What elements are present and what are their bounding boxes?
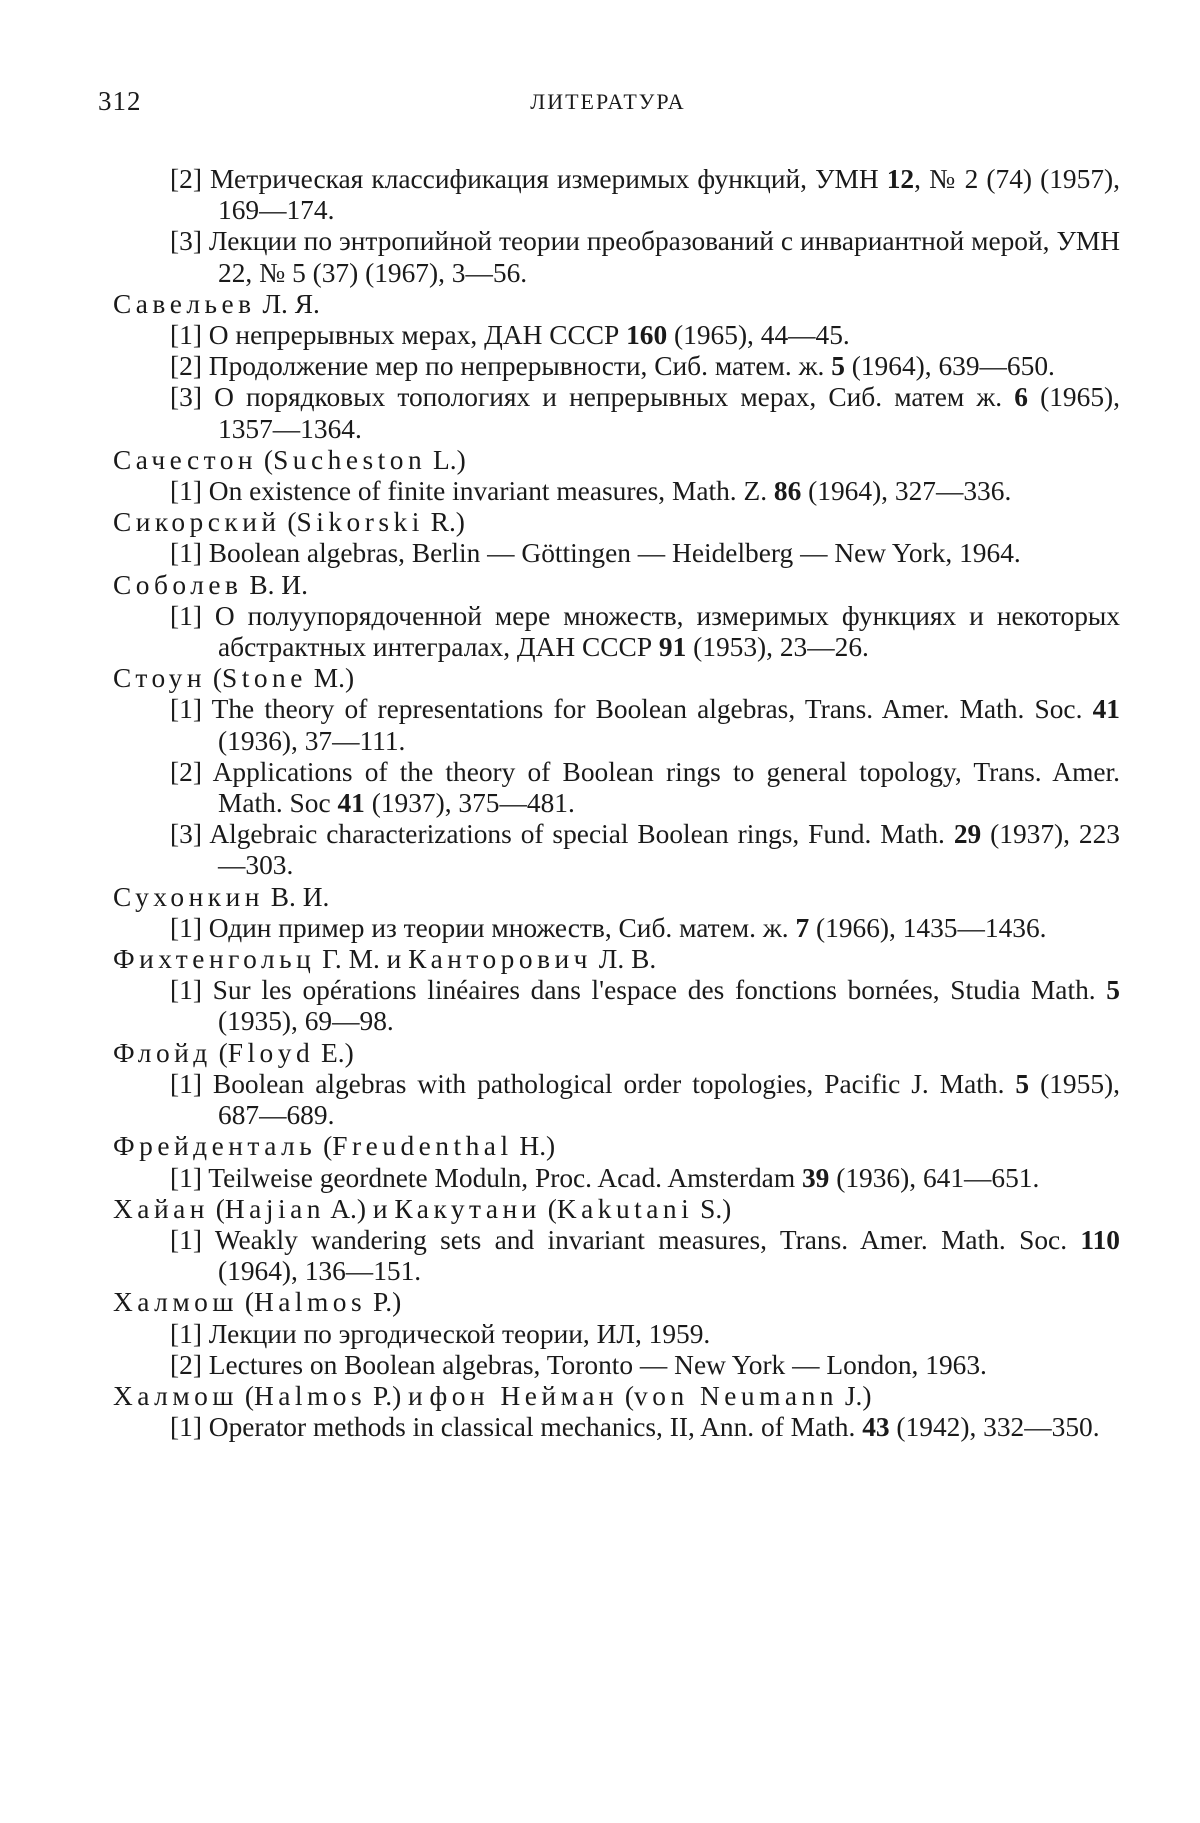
volume-number: 43 — [862, 1412, 890, 1443]
volume-number: 5 — [1015, 1068, 1030, 1099]
reference-entry — [170, 819, 1120, 881]
text-run: В. И. — [242, 569, 308, 600]
text-run: [1] Sur les opérations linéaires dans l'espace des fonctions bornées, Studia Math. — [170, 975, 1107, 1006]
text-run: (1964), 136—151. — [218, 1256, 422, 1287]
text-run: В. И. — [263, 881, 330, 912]
text-run: ( — [316, 1131, 333, 1162]
text-run: ( — [237, 1380, 254, 1411]
text-run: (1966), 1435—1436. — [809, 912, 1047, 943]
volume-number: 5 — [1106, 975, 1120, 1006]
text-run: [3] Лекции по энтропийной теории преобразований с инвариантной мерой, УМН 22, № 5 (37) (1967), 3—56. — [170, 226, 1120, 288]
author-heading — [113, 570, 1120, 601]
reference-entry — [170, 601, 1120, 663]
reference-entry — [170, 538, 1120, 569]
spaced-name: Халмош — [113, 1287, 238, 1318]
text-run: [2] Метрическая классификация измеримых функций, УМН — [170, 164, 887, 194]
volume-number: 29 — [953, 819, 982, 850]
text-run: Г. М. и — [315, 944, 409, 975]
text-run: [1] Один пример из теории множеств, Сиб. матем. ж. — [170, 912, 796, 943]
volume-number: 6 — [1014, 382, 1028, 413]
spaced-name: Kakutani — [556, 1193, 694, 1224]
reference-entry — [170, 382, 1120, 444]
spaced-name: Савельев — [113, 288, 256, 319]
running-title: ЛИТЕРАТУРА — [530, 89, 686, 114]
text-run: [1] Operator methods in classical mechanics, II, Ann. of Math. — [170, 1412, 863, 1443]
spaced-name: Halmos — [253, 1287, 367, 1318]
text-run: [1] Weakly wandering sets and invariant measures, Trans. Amer. Math. Soc. — [170, 1224, 1081, 1255]
text-run: [1] Teilweise geordnete Moduln, Proc. Acad. Amsterdam — [170, 1162, 802, 1193]
spaced-name: Фихтенгольц — [113, 944, 316, 975]
text-run: H.) — [512, 1131, 556, 1162]
author-heading — [113, 882, 1120, 913]
author-heading — [113, 1381, 1120, 1412]
spaced-name: Floyd — [227, 1037, 315, 1068]
text-run: [2] Lectures on Boolean algebras, Toronto — New York — London, 1963. — [170, 1349, 987, 1380]
text-run: [1] Лекции по эргодической теории, ИЛ, 1959. — [170, 1318, 711, 1349]
author-heading — [113, 944, 1120, 975]
spaced-name: Флойд — [113, 1037, 212, 1068]
text-run: [2] Продолжение мер по непрерывности, Сиб. матем. ж. — [170, 351, 832, 382]
author-heading — [113, 445, 1120, 476]
text-run: ( — [208, 1193, 225, 1224]
text-run: [3] Algebraic characterizations of special Boolean rings, Fund. Math. — [170, 819, 954, 850]
text-run: E.) — [314, 1037, 354, 1068]
page-number: 312 — [98, 86, 142, 116]
text-run: (1965), 1357—1364. — [218, 382, 1120, 444]
reference-entry — [170, 1069, 1120, 1131]
text-run: ( — [211, 1037, 228, 1068]
text-run: (1936), 641—651. — [829, 1162, 1040, 1193]
spaced-name: von Neumann — [634, 1380, 838, 1411]
reference-entry — [170, 975, 1120, 1037]
spaced-name: Сухонкин — [113, 881, 264, 912]
spaced-name: Сачестон — [113, 444, 258, 475]
spaced-name: Halmos — [253, 1380, 367, 1411]
reference-entry — [170, 164, 1120, 226]
text-run: [1] Boolean algebras, Berlin — Göttingen — Heidelberg — New York, 1964. — [170, 538, 1021, 569]
text-run: (1964), 639—650. — [844, 351, 1055, 382]
text-run: J.) — [837, 1380, 872, 1411]
bibliography-list — [113, 164, 1120, 1443]
text-run: ( — [257, 444, 274, 475]
spaced-name: Хайан — [113, 1193, 209, 1224]
reference-entry — [170, 351, 1120, 382]
text-run: (1964), 327—336. — [801, 476, 1012, 507]
text-run: (1937), 223—303. — [218, 819, 1120, 881]
spaced-name: Sucheston — [273, 444, 427, 475]
volume-number: 160 — [626, 320, 668, 351]
text-run: L.) — [426, 444, 466, 475]
text-run: [1] The theory of representations for Boolean algebras, Trans. Amer. Math. Soc. — [170, 694, 1093, 725]
author-heading — [113, 1131, 1120, 1162]
reference-entry — [170, 694, 1120, 756]
text-run: A.) и — [324, 1193, 395, 1224]
reference-entry — [170, 757, 1120, 819]
text-run: , № 2 (74) (1957), 169—174. — [218, 164, 1120, 226]
spaced-name: Какутани — [394, 1193, 541, 1224]
author-heading — [113, 1194, 1120, 1225]
text-run: ( — [206, 663, 223, 694]
text-run: ( — [540, 1193, 557, 1224]
spaced-name: Фрейденталь — [113, 1131, 317, 1162]
spaced-name: фон Нейман — [429, 1380, 619, 1411]
text-run: (1935), 69—98. — [218, 1006, 394, 1037]
text-run: R.) — [423, 507, 465, 538]
spaced-name: Соболев — [113, 569, 243, 600]
text-run: [1] О непрерывных мерах, ДАН СССР — [170, 320, 627, 351]
reference-entry — [170, 226, 1120, 288]
text-run: [1] Boolean algebras with pathological order topologies, Pacific J. Math. — [170, 1068, 1016, 1099]
spaced-name: Сикорский — [113, 507, 281, 538]
text-run: (1942), 332—350. — [889, 1412, 1100, 1443]
volume-number: 39 — [801, 1162, 830, 1193]
spaced-name: Stone — [222, 663, 307, 694]
text-run: M.) — [306, 663, 355, 694]
spaced-name: Hajian — [224, 1193, 325, 1224]
text-run: (1965), 44—45. — [667, 320, 850, 351]
text-run: [3] О порядковых топологиях и непрерывных мерах, Сиб. матем ж. — [170, 382, 1015, 413]
spaced-name: Sikorski — [296, 507, 424, 538]
text-run: Л. В. — [591, 944, 657, 975]
reference-entry — [170, 1319, 1120, 1350]
author-heading — [113, 663, 1120, 694]
author-heading — [113, 1038, 1120, 1069]
running-head — [98, 86, 1118, 126]
volume-number: 7 — [795, 912, 810, 943]
volume-number: 12 — [886, 164, 915, 194]
volume-number: 91 — [658, 632, 687, 663]
text-run: Л. Я. — [255, 288, 320, 319]
text-run: ( — [237, 1287, 254, 1318]
text-run: P.) — [366, 1287, 402, 1318]
spaced-name: Халмош — [113, 1380, 238, 1411]
text-run: (1955), 687—689. — [218, 1068, 1120, 1131]
spaced-name: Freudenthal — [332, 1131, 513, 1162]
text-run: (1953), 23—26. — [686, 632, 869, 663]
text-run: S.) — [693, 1193, 732, 1224]
reference-entry — [170, 1163, 1120, 1194]
spaced-name: Стоун — [113, 663, 207, 694]
reference-entry — [170, 1225, 1120, 1287]
volume-number: 5 — [831, 351, 845, 382]
reference-entry — [170, 913, 1120, 944]
author-heading — [113, 507, 1120, 538]
volume-number: 41 — [337, 788, 365, 819]
text-run: ( — [618, 1380, 635, 1411]
author-heading — [113, 1287, 1120, 1318]
reference-entry — [170, 320, 1120, 351]
text-run: (1936), 37—111. — [218, 725, 406, 756]
reference-entry — [170, 476, 1120, 507]
author-heading — [113, 289, 1120, 320]
text-run: [1] On existence of finite invariant measures, Math. Z. — [170, 476, 774, 507]
volume-number: 41 — [1092, 694, 1120, 725]
reference-entry — [170, 1350, 1120, 1381]
text-run: [1] О полуупорядоченной мере множеств, измеримых функциях и некоторых абстрактных интегралах, ДАН СССР — [170, 600, 1120, 663]
text-run: P.) и — [366, 1380, 430, 1411]
reference-entry — [170, 1412, 1120, 1443]
volume-number: 86 — [773, 476, 802, 507]
text-run: (1937), 375—481. — [364, 788, 575, 819]
spaced-name: Канторович — [408, 944, 592, 975]
text-run: ( — [280, 507, 297, 538]
volume-number: 110 — [1080, 1224, 1120, 1255]
text-run: [2] Applications of the theory of Boolean rings to general topology, Trans. Amer. Math. Soc — [170, 756, 1120, 819]
